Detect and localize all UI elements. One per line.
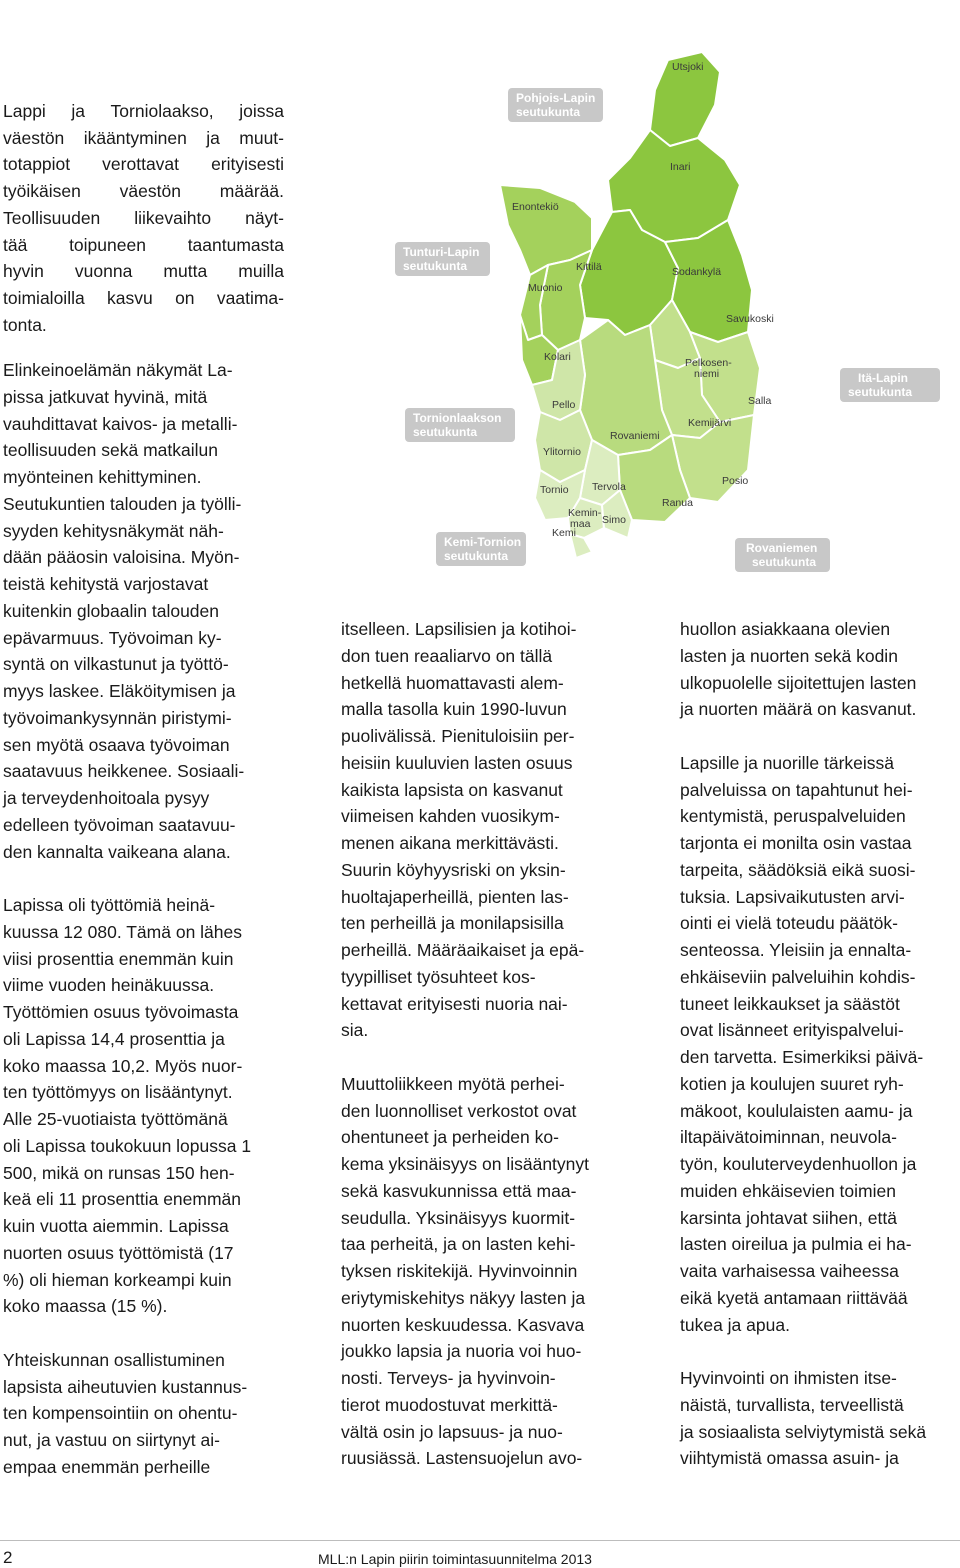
text-line: Työttömien osuus työvoimasta (3, 1002, 239, 1022)
text-line: iltapäivätoiminnan, neuvola- (680, 1127, 897, 1148)
text-line: tukea ja apua. (680, 1314, 790, 1335)
text-line: kuin vuotta aiemmin. Lapissa (3, 1216, 229, 1236)
text-line: eikä kyetä antamaan riittävää (680, 1287, 908, 1308)
text-line: ointi ei vielä toteudu päätök- (680, 913, 898, 934)
text-line: menen aikana merkittävästi. (341, 833, 559, 853)
municipality-label: Rovaniemi (610, 430, 660, 442)
text-line: joukko lapsia ja nuoria voi huo- (341, 1341, 582, 1362)
text-line: eriytymiskehitys näkyy lasten ja (341, 1287, 586, 1308)
text-line: ehkäiseviin palveluihin kohdis- (680, 966, 916, 987)
text-line: tierot muodostuvat merkittä- (341, 1394, 558, 1415)
text-line: syntä on vilkastunut ja työttö- (3, 654, 229, 675)
text-line: ja nuorten määrä on kasvanut. (680, 699, 917, 720)
text-line: 500, mikä on runsas 150 hen- (3, 1162, 235, 1183)
text-line: kotien ja koulujen suuret ryh- (680, 1073, 904, 1094)
municipality-label: Savukoski (726, 313, 774, 325)
region-label: Tornionlaakson (413, 411, 502, 425)
text-line: oli Lapissa toukokuun lopussa 1 (3, 1135, 252, 1156)
text-line: den tarvetta. Esimerkiksi päivä- (680, 1047, 924, 1067)
text-line: %) oli hieman korkeampi kuin (3, 1269, 232, 1290)
municipality-label: Kemi (552, 527, 576, 539)
text-line: saatavuus heikkenee. Sosiaali- (3, 761, 245, 782)
text-line: lapsista aiheutuvien kustannus- (3, 1376, 248, 1397)
lapland-region-map (380, 50, 960, 590)
text-line: den kannalta vaikeana alana. (3, 841, 231, 862)
municipality-label: Simo (602, 514, 626, 526)
text-line: Lapissa oli työttömiä heinä- (3, 895, 216, 915)
text-line: ovat lisänneet erityispalvelui- (680, 1020, 904, 1041)
text-line: taa perheitä, ja on lasten kehi- (341, 1234, 576, 1255)
municipality-label: Ylitornio (543, 446, 581, 458)
region-label: seutukunta (413, 425, 478, 439)
region-label: seutukunta (752, 555, 817, 569)
text-line: koko maassa (15 %). (3, 1296, 168, 1317)
text-line: lasten oireilua ja pulmia ei ha- (680, 1234, 912, 1255)
text-line: ja terveydenhoitoala pysyy (3, 788, 210, 808)
text-line: hyvin vuonna mutta muilla (3, 261, 284, 282)
text-line: vaita varhaisessa vaiheessa (680, 1261, 899, 1281)
municipality-label: niemi (694, 368, 720, 380)
text-line: nuorten keskuudessa. Kasvava (341, 1314, 585, 1335)
text-line: dään pääosin valoisina. Myön- (3, 547, 240, 568)
region-label: seutukunta (403, 259, 468, 273)
text-line: näistä, turvallista, terveellistä (680, 1394, 904, 1415)
text-line: viihtymistä omassa asuin- ja (680, 1448, 899, 1469)
text-line: karsinta johtavat siihen, että (680, 1207, 897, 1228)
region-label: Kemi-Tornion (444, 535, 522, 549)
text-line: itselleen. Lapsilisien ja kotihoi- (341, 619, 577, 639)
text-line: ohentuneet ja perheiden ko- (341, 1127, 559, 1148)
text-line: myys laskee. Eläköitymisen ja (3, 681, 236, 701)
text-line: vauhdittavat kaivos- ja metalli- (3, 413, 238, 434)
text-line: nosti. Terveys- ja hyvinvoin- (341, 1368, 556, 1388)
text-line: keä eli 11 prosenttia enemmän (3, 1189, 242, 1210)
region-label: Rovaniemen (746, 541, 818, 555)
municipality-label: maa (570, 518, 591, 530)
text-line: mäkoot, koululaisten aamu- ja (680, 1100, 913, 1121)
text-line: Seutukuntien talouden ja työlli- (3, 493, 242, 514)
municipality-label: Enontekiö (512, 201, 559, 213)
municipality-label: Utsjoki (672, 61, 704, 73)
municipality-label: Inari (670, 161, 691, 173)
text-line: myönteinen kehittyminen. (3, 467, 202, 487)
municipality-label: Kemijärvi (688, 417, 732, 429)
text-line: oli Lapissa 14,4 prosenttia ja (3, 1028, 225, 1049)
text-line: ulkopuolelle sijoitettujen lasten (680, 672, 917, 693)
text-line: den luonnolliset verkostot ovat (341, 1100, 577, 1121)
municipality-label: Kemin- (568, 507, 602, 519)
footer-rule (0, 1540, 960, 1541)
text-line: Hyvinvointi on ihmisten itse- (680, 1368, 897, 1388)
text-line: Suurin köyhyysriski on yksin- (341, 859, 566, 880)
text-line: edelleen työvoiman saatavuu- (3, 814, 236, 835)
text-line: teollisuuden sekä matkailun (3, 440, 218, 461)
text-line: huoltajaperheillä, pienten las- (341, 886, 569, 907)
text-line: viime vuoden heinäkuussa. (3, 975, 215, 996)
region-label: seutukunta (848, 385, 913, 399)
page-number: 2 (3, 1548, 13, 1567)
text-line: teistä kehitystä varjostavat (3, 574, 209, 594)
text-line: lasten ja nuorten sekä kodin (680, 645, 898, 666)
text-line: ja sosiaalista selviytymistä sekä (680, 1421, 927, 1442)
municipality-label: Tornio (540, 484, 569, 496)
text-line: kuitenkin globaalin talouden (3, 600, 219, 621)
text-line: tonta. (3, 314, 47, 335)
text-line: perheillä. Määräaikaiset ja epä- (341, 940, 585, 960)
text-line: vältä osin jo lapsuus- ja nuo- (341, 1421, 563, 1442)
text-line: tyypilliset työsuhteet kos- (341, 966, 536, 987)
text-line: ten työttömyys on lisääntynyt. (3, 1082, 233, 1103)
text-line: tarjonta ei monilta osin vastaa (680, 833, 912, 853)
text-line: huollon asiakkaana olevien (680, 619, 891, 639)
municipality-label: Kolari (544, 351, 571, 363)
text-line: sen myötä osaava työvoiman (3, 734, 230, 755)
municipality-label: Salla (748, 395, 772, 407)
text-line: Lapsille ja nuorille tärkeissä (680, 752, 894, 773)
text-line: muiden ehkäisevien toimien (680, 1180, 896, 1201)
municipality-label: Muonio (528, 282, 563, 294)
text-line: heisiin kuuluvien lasten osuus (341, 752, 573, 773)
text-line: hetkellä huomattavasti alem- (341, 672, 564, 693)
text-line: kentymistä, peruspalveluiden (680, 806, 906, 827)
text-line: viimeisen kahden vuosikym- (341, 806, 560, 827)
footer-title: MLL:n Lapin piirin toimintasuunnitelma 2013 (318, 1551, 592, 1567)
text-line: nut, ja vastuu on siirtynyt ai- (3, 1430, 220, 1450)
text-line: ruusiässä. Lastensuojelun avo- (341, 1448, 583, 1469)
text-line: työvoimankysynnän piristymi- (3, 707, 232, 728)
text-line: Yhteiskunnan osallistuminen (3, 1349, 225, 1370)
municipality-label: Kittilä (576, 261, 602, 273)
text-line: kuussa 12 080. Tämä on lähes (3, 921, 243, 942)
municipality-label: Pelkosen- (685, 357, 732, 369)
region-label: Tunturi-Lapin (403, 245, 480, 259)
text-line: tyksen riskitekijä. Hyvinvoinnin (341, 1261, 578, 1281)
text-line: sekä kasvukunnissa että maa- (341, 1180, 577, 1201)
text-line: kema yksinäisyys on lisääntynyt (341, 1154, 590, 1174)
text-line: kettavat erityisesti nuoria nai- (341, 993, 568, 1014)
text-line: työn, kouluterveydenhuollon ja (680, 1154, 917, 1174)
text-line: seudulla. Yksinäisyys kuormit- (341, 1207, 576, 1228)
text-line: ten perheillä ja monilapsisilla (341, 913, 564, 934)
text-line: nuorten osuus työttömistä (17 (3, 1242, 234, 1263)
region-label: Itä-Lapin (858, 371, 908, 385)
text-line: tää toipuneen taantumasta (3, 234, 284, 255)
text-line: Lappi ja Torniolaakso, joissa (3, 101, 284, 121)
text-line: tuneet leikkaukset ja säästöt (680, 993, 900, 1014)
text-line: puolivälissä. Pienituloisiin per- (341, 726, 575, 746)
region-label: Pohjois-Lapin (516, 91, 596, 105)
text-line: pissa jatkuvat hyvinä, mitä (3, 386, 208, 407)
text-line: malla tasolla kuin 1990-luvun (341, 699, 567, 720)
region-label: seutukunta (516, 105, 581, 119)
text-line: toimialoilla kasvu on vaatima- (3, 287, 284, 308)
municipality-label: Posio (722, 475, 749, 487)
text-line: työikäisen väestön määrää. (3, 181, 284, 202)
text-line: ten kompensointiin on ohentu- (3, 1403, 238, 1424)
text-line: syyden kehitysnäkymät näh- (3, 520, 224, 541)
municipality-label: Ranua (662, 497, 693, 509)
text-line: empaa enemmän perheille (3, 1456, 211, 1477)
text-line: epävarmuus. Työvoiman ky- (3, 627, 222, 648)
text-line: Alle 25-vuotiaista työttömänä (3, 1109, 228, 1129)
text-line: koko maassa 10,2. Myös nuor- (3, 1055, 243, 1076)
text-line: tuksia. Lapsivaikutusten arvi- (680, 886, 905, 907)
text-line: tarpeita, säädöksiä eikä suosi- (680, 859, 916, 880)
text-line: Teollisuuden liikevaihto näyt- (3, 207, 284, 228)
text-line: Elinkeinoelämän näkymät La- (3, 360, 233, 380)
text-line: senteossa. Yleisiin ja ennalta- (680, 940, 912, 960)
text-line: viisi prosenttia enemmän kuin (3, 948, 234, 969)
text-line: palveluissa on tapahtunut hei- (680, 779, 913, 800)
text-line: totappiot verottavat erityisesti (3, 154, 284, 175)
municipality-label: Tervola (592, 481, 626, 493)
region-label: seutukunta (444, 549, 509, 563)
text-line: väestön ikääntyminen ja muut- (3, 127, 284, 148)
text-line: kaikista lapsista on kasvanut (341, 779, 563, 800)
municipality-label: Pello (552, 399, 576, 411)
text-line: sia. (341, 1020, 369, 1041)
text-line: don tuen reaaliarvo on tällä (341, 645, 553, 666)
municipality-label: Sodankylä (672, 266, 722, 278)
text-line: Muuttoliikkeen myötä perhei- (341, 1073, 565, 1094)
